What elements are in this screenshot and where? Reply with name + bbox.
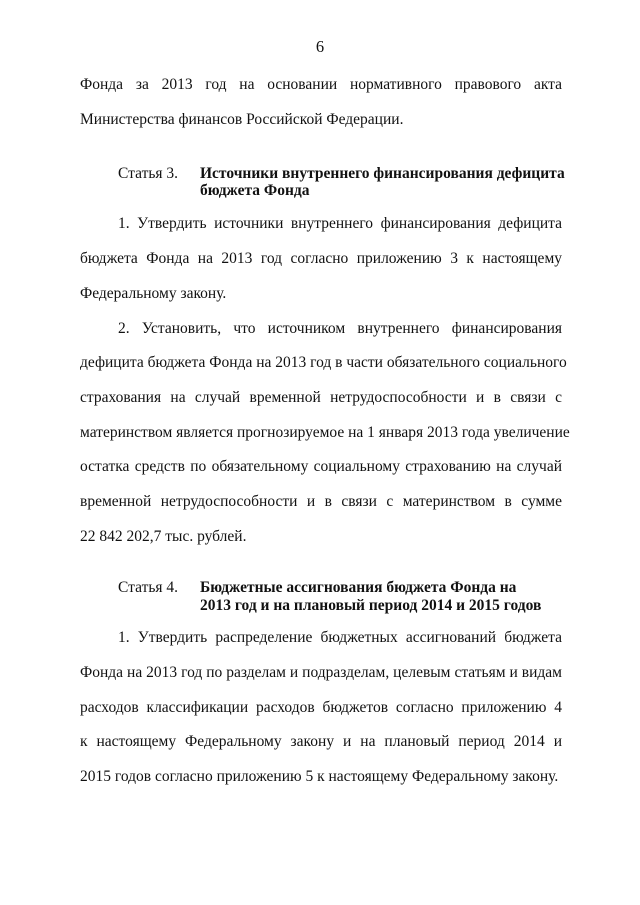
paragraph-line: 22 842 202,7 тыс. рублей. [80, 528, 247, 545]
article-3-title: Источники внутреннего финансирования дефицита [200, 165, 565, 182]
paragraph-line: 2015 годов согласно приложению 5 к настоящему Федеральному закону. [80, 768, 559, 785]
paragraph-line: 2. Установить, что источником внутреннего финансирования [118, 320, 562, 337]
paragraph-line: дефицита бюджета Фонда на 2013 год в части обязательного социального [80, 354, 567, 371]
article-4-label: Статья 4. [118, 579, 179, 596]
paragraph-line: расходов классификации расходов бюджетов согласно приложению 4 [80, 699, 562, 716]
paragraph-line: временной нетрудоспособности и в связи с материнством в сумме [80, 493, 562, 510]
article-3-label: Статья 3. [118, 165, 179, 182]
article-4-title: Бюджетные ассигнования бюджета Фонда на [200, 579, 517, 596]
paragraph-line: 1. Утвердить источники внутреннего финансирования дефицита [118, 215, 562, 232]
paragraph-line: Министерства финансов Российской Федерации. [80, 111, 404, 128]
paragraph-line: 1. Утвердить распределение бюджетных ассигнований бюджета [118, 629, 562, 646]
paragraph-line: материнством является прогнозируемое на 1 января 2013 года увеличение [80, 424, 570, 441]
paragraph-line: страхования на случай временной нетрудоспособности и в связи с [80, 389, 562, 406]
paragraph-line: к настоящему Федеральному закону и на плановый период 2014 и [80, 733, 562, 750]
paragraph-line: остатка средств по обязательному социальному страхованию на случай [80, 458, 562, 475]
article-4-title: 2013 год и на плановый период 2014 и 2015 годов [200, 597, 542, 614]
paragraph-line: Фонда за 2013 год на основании нормативного правового акта [80, 76, 562, 93]
paragraph-line: Фонда на 2013 год по разделам и подразделам, целевым статьям и видам [80, 664, 562, 681]
paragraph-line: Федеральному закону. [80, 285, 227, 302]
page-number: 6 [315, 37, 325, 56]
article-3-title: бюджета Фонда [200, 182, 310, 199]
paragraph-line: бюджета Фонда на 2013 год согласно приложению 3 к настоящему [80, 250, 562, 267]
